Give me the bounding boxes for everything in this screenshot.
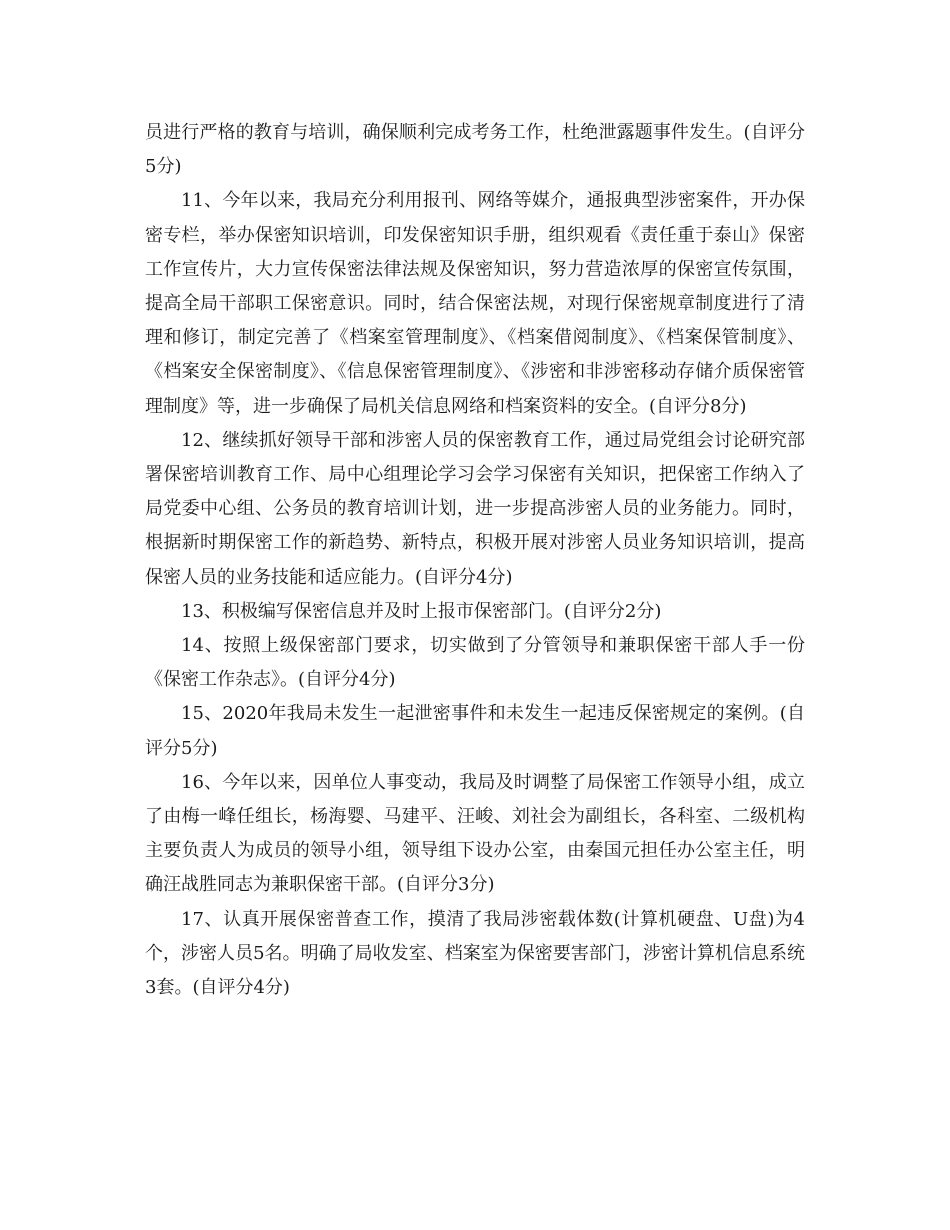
paragraph-item-11: 11、今年以来，我局充分利用报刊、网络等媒介，通报典型涉密案件，开办保密专栏，举办保密知识培训，印发保密知识手册，组织观看《责任重于泰山》保密工作宣传片，大力宣传保密法律法规及保密知识，努力营造浓厚的保密宣传氛围，提高全局干部职工保密意识。同时，结合保密法规，对现行保密规章制度进行了清理和修订，制定完善了《档案室管理制度》、《档案借阅制度》、《档案保管制度》、《档案安全保密制度》、《信息保密管理制度》、《涉密和非涉密移动存储介质保密管理制度》等，进一步确保了局机关信息网络和档案资料的安全。(自评分8分) bbox=[145, 190, 805, 417]
paragraph-item-12: 12、继续抓好领导干部和涉密人员的保密教育工作，通过局党组会讨论研究部署保密培训教育工作、局中心组理论学习会学习保密有关知识，把保密工作纳入了局党委中心组、公务员的教育培训计划，进一步提高涉密人员的业务能力。同时，根据新时期保密工作的新趋势、新特点，积极开展对涉密人员业务知识培训，提高保密人员的业务技能和适应能力。(自评分4分) bbox=[145, 429, 805, 588]
paragraph-item-17: 17、认真开展保密普查工作，摸清了我局涉密载体数(计算机硬盘、U盘)为4个，涉密人员5名。明确了局收发室、档案室为保密要害部门，涉密计算机信息系统3套。(自评分4分) bbox=[145, 908, 805, 999]
paragraph-item-13: 13、积极编写保密信息并及时上报市保密部门。(自评分2分) bbox=[181, 600, 662, 622]
document-body bbox=[145, 116, 805, 1005]
paragraph-continuation: 员进行严格的教育与培训，确保顺利完成考务工作，杜绝泄露题事件发生。(自评分5分) bbox=[145, 122, 805, 178]
paragraph-item-15: 15、2020年我局未发生一起泄密事件和未发生一起违反保密规定的案例。(自评分5分) bbox=[145, 703, 805, 759]
paragraph-item-16: 16、今年以来，因单位人事变动，我局及时调整了局保密工作领导小组，成立了由梅一峰任组长，杨海婴、马建平、汪峻、刘社会为副组长，各科室、二级机构主要负责人为成员的领导小组，领导组下设办公室，由秦国元担任办公室主任，明确汪战胜同志为兼职保密干部。(自评分3分) bbox=[145, 771, 805, 896]
paragraph-item-14: 14、按照上级保密部门要求，切实做到了分管领导和兼职保密干部人手一份《保密工作杂志》。(自评分4分) bbox=[145, 635, 805, 691]
